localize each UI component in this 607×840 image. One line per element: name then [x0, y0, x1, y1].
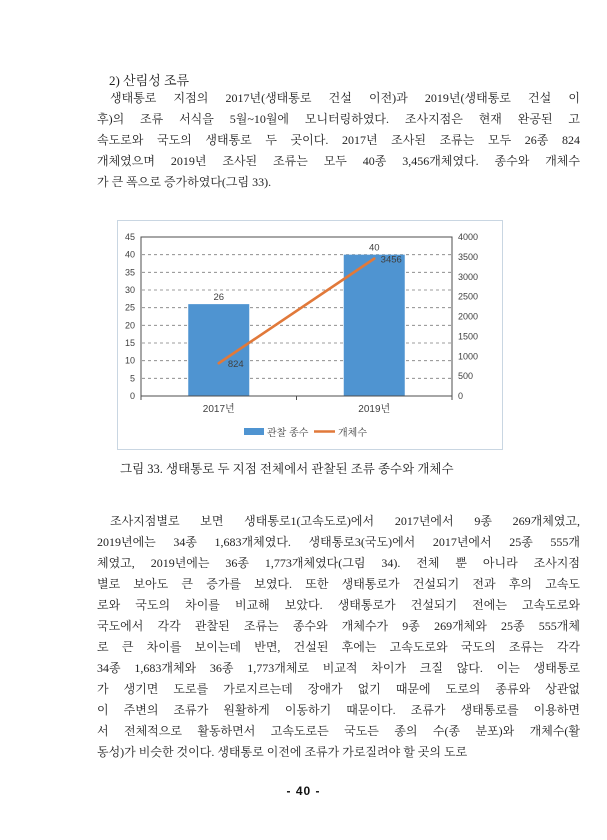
paragraph-detail [97, 511, 580, 763]
left-axis-tick: 30 [124, 285, 135, 295]
text-line: 가 생기면 도로를 가로지르는데 장애가 없기 때문에 도로의 종류와 상관없 [97, 682, 580, 696]
line-label: 824 [227, 359, 244, 371]
text-line: 후)의 조류 서식을 5월~10월에 모니터링하였다. 조사지점은 현재 완공된 고 [97, 112, 580, 126]
left-axis-tick: 25 [124, 302, 135, 313]
legend-line-label: 개체수 [338, 428, 367, 439]
section-heading: 2) 산림성 조류 [109, 73, 190, 88]
left-axis-tick: 10 [124, 355, 135, 366]
right-axis-tick: 1000 [458, 351, 479, 362]
bar-label: 26 [213, 292, 225, 304]
text-line: 2019년에는 34종 1,683개체였다. 생태통로3(국도)에서 2017년에서 25종 555개 [97, 535, 580, 549]
left-axis-tick: 15 [124, 338, 135, 348]
legend-bar-swatch [244, 428, 264, 435]
chart-svg [118, 221, 502, 449]
text-line: 가 큰 폭으로 증가하였다(그림 33). [97, 175, 272, 189]
right-axis-tick: 4000 [458, 232, 479, 242]
right-axis-tick: 2000 [458, 311, 479, 322]
bar-2019년 [344, 255, 405, 396]
text-line: 이 주변의 조류가 원활하게 이동하기 때문이다. 조류가 생태통로를 이용하면 [97, 703, 580, 717]
text-line: 속도로와 국도의 생태통로 두 곳이다. 2017년 조사된 조류는 모두 26종 824 [97, 133, 580, 147]
left-axis-tick: 20 [124, 320, 135, 331]
text-line: 34종 1,683개체와 36종 1,773개체로 비교적 차이가 크질 않다. 이는 생태통로 [97, 661, 580, 675]
text-line: 로 큰 차이를 보이는데 반면, 건설된 후에는 고속도로와 국도의 조류는 각각 [97, 640, 580, 654]
figure-caption: 그림 33. 생태통로 두 지점 전체에서 관찰된 조류 종수와 개체수 [120, 462, 454, 476]
paragraph-overview [97, 88, 580, 193]
x-category-label: 2017년 [202, 404, 235, 415]
right-axis-tick: 2500 [458, 291, 479, 302]
text-line: 별로 보아도 큰 증가를 보였다. 또한 생태통로가 건설되기 전과 후의 고속도 [97, 577, 580, 591]
right-axis-tick: 0 [458, 391, 464, 401]
bar-label: 40 [368, 242, 380, 254]
text-line: 로와 국도의 차이를 비교해 보았다. 생태통로가 건설되기 전에는 고속도로와 [97, 598, 580, 612]
right-axis-tick: 3500 [458, 251, 479, 262]
text-line: 개체였으며 2019년 조사된 조류는 모두 40종 3,456개체였다. 종수와 개체수 [97, 154, 580, 168]
text-line: 조사지점별로 보면 생태통로1(고속도로)에서 2017년에서 9종 269개체였고, [110, 514, 580, 528]
right-axis-tick: 500 [458, 371, 474, 382]
left-axis-tick: 0 [129, 391, 135, 401]
legend-bar-label: 관찰 종수 [267, 428, 309, 439]
right-axis-tick: 1500 [458, 331, 479, 342]
left-axis-tick: 40 [124, 249, 135, 260]
left-axis-tick: 45 [124, 232, 135, 242]
text-line: 서 전체적으로 활동하면서 고속도로든 국도든 종의 수(종 분포)와 개체수(활 [97, 724, 580, 738]
text-line: 생태통로 지점의 2017년(생태통로 건설 이전)과 2019년(생태통로 건설 이 [110, 91, 580, 105]
text-line: 국도에서 각각 관찰된 조류는 종수와 개체수가 9종 269개체와 25종 555개체 [97, 619, 580, 633]
figure-33-chart [117, 220, 503, 450]
text-line: 체였고, 2019년에는 36종 1,773개체였다(그림 34). 전체 뿐 아니라 조사지점 [97, 556, 580, 570]
plot-border [141, 237, 452, 396]
text-line: 동성)가 비슷한 것이다. 생태통로 이전에 조류가 가로질려야 할 곳의 도로 [97, 745, 468, 759]
left-axis-tick: 5 [129, 373, 135, 384]
left-axis-tick: 35 [124, 267, 135, 278]
page-number: - 40 - [286, 784, 321, 798]
x-category-label: 2019년 [358, 404, 391, 415]
right-axis-tick: 3000 [458, 271, 479, 282]
line-label: 3456 [380, 254, 402, 266]
